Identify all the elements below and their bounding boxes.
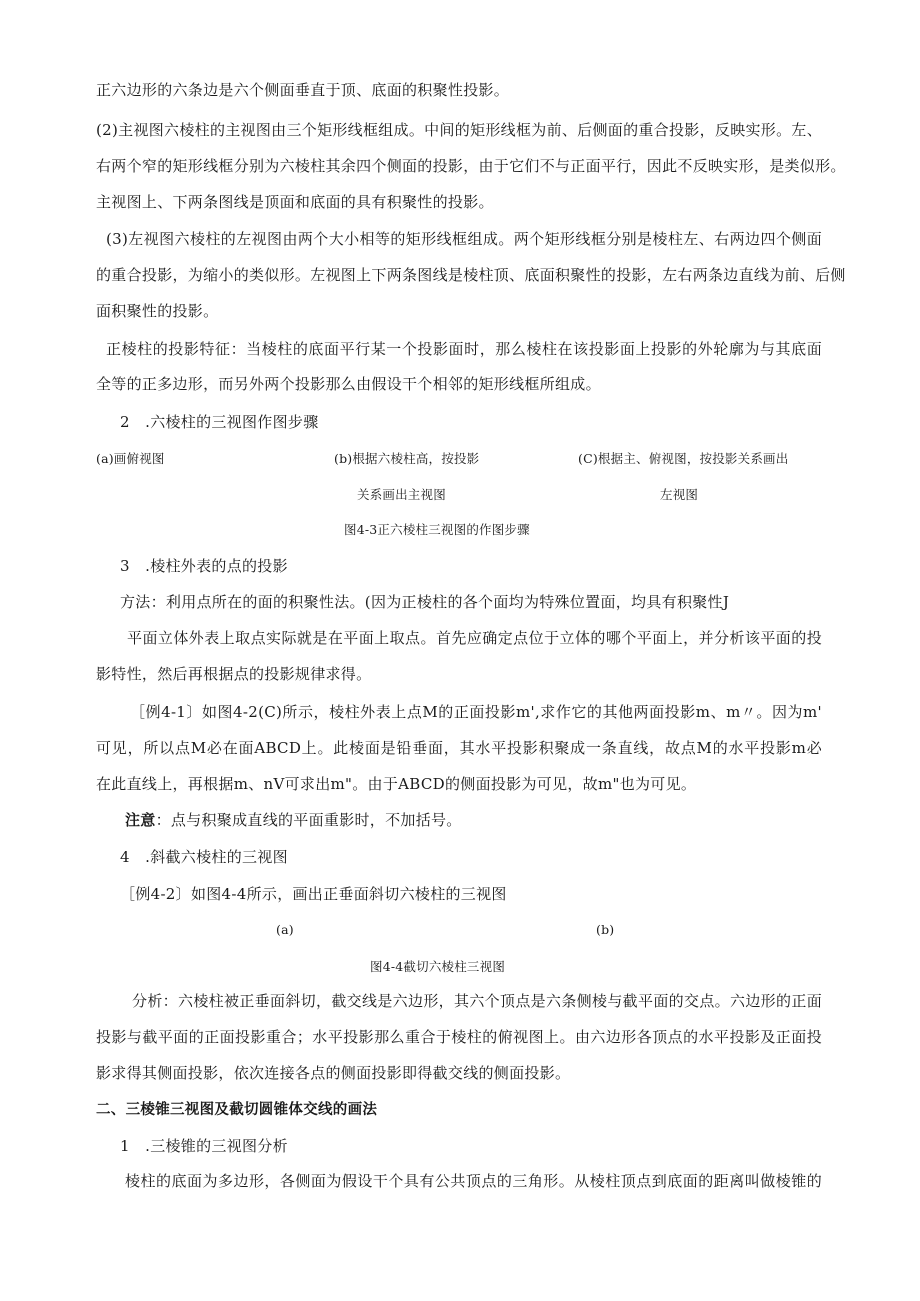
paragraph-text: (3)左视图六棱柱的左视图由两个大小相等的矩形线框组成。两个矩形线框分别是棱柱左、右两边四个侧面 [106,230,822,248]
paragraph-text: ［例4-1〕如图4-2(C)所示，棱柱外表上点M的正面投影m',求作它的其他两面投影m、m〃。因为m' [130,703,822,721]
figure-step-label: (C)根据主、俯视图，按投影关系画出 [578,451,789,466]
section-heading: 3 .棱柱外表的点的投影 [120,557,288,575]
section-heading: 1 .三棱锥的三视图分析 [120,1137,288,1155]
figure-caption: 图4-3正六棱柱三视图的作图步骤 [344,522,530,537]
figure-label: (b) [596,922,615,937]
figure-label: (a) [276,922,294,937]
paragraph-text: 主视图上、下两条图线是顶面和底面的具有积聚性的投影。 [96,193,494,211]
paragraph-text: 可见，所以点M必在面ABCD上。此棱面是铅垂面，其水平投影积聚成一条直线，故点M的水平投影m必 [96,739,822,757]
paragraph-text: 方法：利用点所在的面的积聚性法。(因为正棱柱的各个面均为特殊位置面，均具有积聚性J [120,593,730,611]
paragraph-text: 正六边形的六条边是六个侧面垂直于顶、底面的积聚性投影。 [96,81,510,99]
note-label: 注意 [125,811,156,829]
paragraph-text: (2)主视图六棱柱的主视图由三个矩形线框组成。中间的矩形线框为前、后侧面的重合投影，反映实形。左、 [96,121,822,139]
figure-step-label: (b)根据六棱柱高，按投影 [334,451,480,466]
figure-step-label: 左视图 [660,487,699,502]
paragraph-text: 分析：六棱柱被正垂面斜切，截交线是六边形，其六个顶点是六条侧棱与截平面的交点。六边形的正面 [132,992,822,1010]
paragraph-text: 影特性，然后再根据点的投影规律求得。 [96,665,372,683]
figure-step-label: 关系画出主视图 [357,487,446,502]
section-heading: 4 .斜截六棱柱的三视图 [120,848,288,866]
section-heading: 2 .六棱柱的三视图作图步骤 [120,413,319,431]
paragraph-text: 投影与截平面的正面投影重合；水平投影那么重合于棱柱的俯视图上。由六边形各顶点的水平投影及正面投 [96,1028,822,1046]
paragraph-text: ［例4-2〕如图4-4所示，画出正垂面斜切六棱柱的三视图 [120,885,507,903]
paragraph-text: 右两个窄的矩形线框分别为六棱柱其余四个侧面的投影，由于它们不与正面平行，因此不反映实形，是类似形。 [96,157,846,175]
paragraph-text: 正棱柱的投影特征：当棱柱的底面平行某一个投影面时，那么棱柱在该投影面上投影的外轮廓为与其底面 [106,340,822,358]
note-line [125,810,462,830]
note-text: ：点与积聚成直线的平面重影时，不加括号。 [155,811,462,829]
paragraph-text: 全等的正多边形，而另外两个投影那么由假设干个相邻的矩形线框所组成。 [96,375,601,393]
chapter-heading: 二、三棱锥三视图及截切圆锥体交线的画法 [96,1102,378,1118]
paragraph-text: 影求得其侧面投影，依次连接各点的侧面投影即得截交线的侧面投影。 [96,1064,571,1082]
paragraph-text: 平面立体外表上取点实际就是在平面上取点。首先应确定点位于立体的哪个平面上，并分析该平面的投 [127,629,822,647]
figure-caption: 图4-4截切六棱柱三视图 [370,959,506,974]
paragraph-text: 在此直线上，再根据m、nV可求出m"。由于ABCD的侧面投影为可见，故m"也为可见。 [96,775,697,793]
figure-step-label: (a)画俯视图 [96,451,165,466]
paragraph-text: 面积聚性的投影。 [96,302,219,320]
paragraph-text: 棱柱的底面为多边形，各侧面为假设干个具有公共顶点的三角形。从棱柱顶点到底面的距离叫做棱锥的 [125,1172,822,1190]
paragraph-text: 的重合投影，为缩小的类似形。左视图上下两条图线是棱柱顶、底面积聚性的投影，左右两条边直线为前、后侧 [96,266,846,284]
